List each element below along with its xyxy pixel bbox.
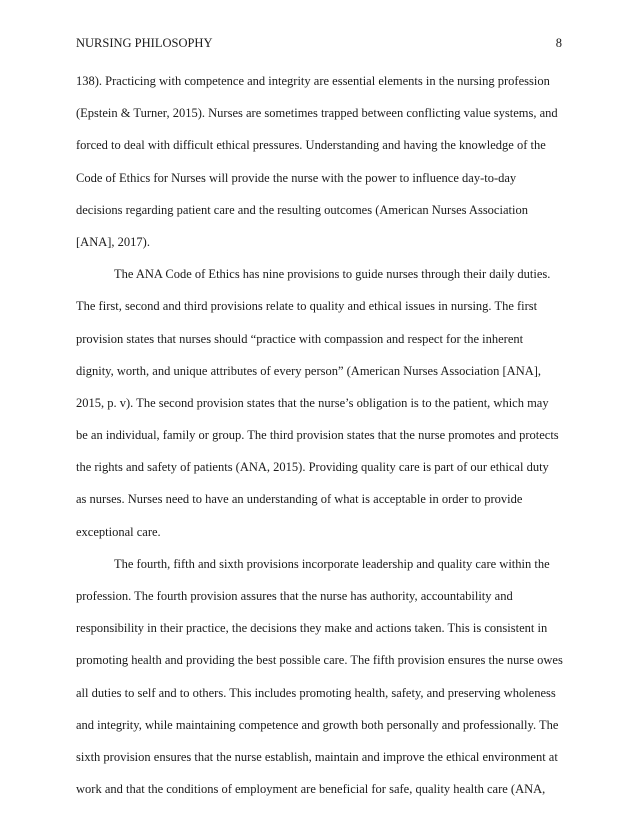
text-line: be an individual, family or group. The third provision states that the nurse promotes and protects: [76, 428, 559, 443]
text-line: exceptional care.: [76, 524, 161, 539]
text-line: The first, second and third provisions relate to quality and ethical issues in nursing. The first: [76, 299, 538, 314]
text-line: Code of Ethics for Nurses will provide the nurse with the power to influence day-to-day: [76, 170, 517, 185]
text-line: responsibility in their practice, the decisions they make and actions taken. This is consistent in: [76, 621, 548, 636]
text-line: The ANA Code of Ethics has nine provisions to guide nurses through their daily duties.: [114, 267, 551, 282]
text-line: provision states that nurses should “practice with compassion and respect for the inherent: [76, 331, 524, 346]
text-line: The fourth, fifth and sixth provisions incorporate leadership and quality care within the: [114, 556, 550, 571]
text-line: as nurses. Nurses need to have an understanding of what is acceptable in order to provide: [76, 492, 523, 507]
text-line: promoting health and providing the best possible care. The fifth provision ensures the nurse owes: [76, 653, 563, 668]
text-line: (Epstein & Turner, 2015). Nurses are sometimes trapped between conflicting value systems, and: [76, 106, 558, 121]
text-line: decisions regarding patient care and the resulting outcomes (American Nurses Association: [76, 202, 528, 217]
text-line: 2015, p. v). The second provision states that the nurse’s obligation is to the patient, which may: [76, 395, 549, 410]
text-line: the rights and safety of patients (ANA, 2015). Providing quality care is part of our ethical duty: [76, 460, 549, 475]
text-line: forced to deal with difficult ethical pressures. Understanding and having the knowledge of the: [76, 138, 546, 153]
text-line: profession. The fourth provision assures that the nurse has authority, accountability and: [76, 589, 513, 603]
text-line: work and that the conditions of employment are beneficial for safe, quality health care (ANA,: [76, 782, 546, 797]
page-number: 8: [555, 36, 562, 50]
text-line: [ANA], 2017).: [76, 234, 150, 249]
text-line: sixth provision ensures that the nurse establish, maintain and improve the ethical environment at: [76, 749, 558, 764]
text-line: and integrity, while maintaining competence and growth both personally and professionally. The: [76, 717, 559, 732]
running-head-title: NURSING PHILOSOPHY: [76, 36, 213, 50]
body-text: [76, 65, 563, 805]
text-line: 138). Practicing with competence and integrity are essential elements in the nursing profession: [76, 74, 550, 88]
running-head: [76, 33, 562, 53]
text-line: dignity, worth, and unique attributes of every person” (American Nurses Association [ANA],: [76, 363, 542, 378]
text-line: all duties to self and to others. This includes promoting health, safety, and preserving wholeness: [76, 685, 556, 700]
